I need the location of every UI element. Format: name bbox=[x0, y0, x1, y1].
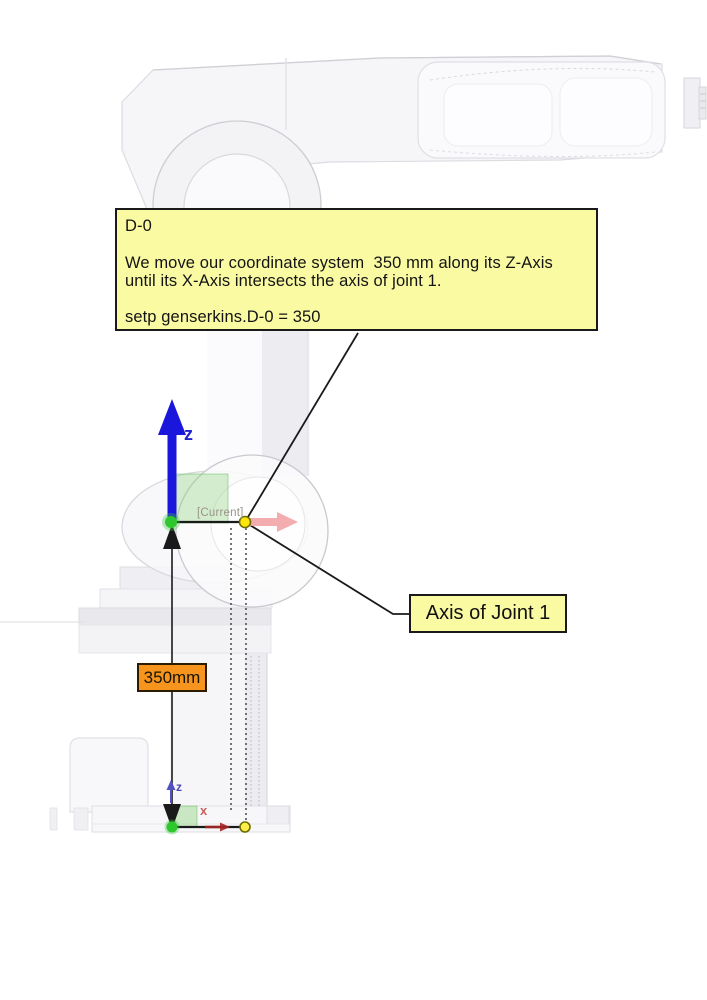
origin-marker-base bbox=[165, 820, 180, 835]
origin-marker-top bbox=[162, 513, 180, 531]
callout-body-line1: We move our coordinate system 350 mm along its Z-Axis bbox=[125, 254, 553, 272]
dimension-350mm-label: 350mm bbox=[137, 663, 207, 692]
joint-marker-base bbox=[240, 822, 250, 832]
callout-title: D-0 bbox=[125, 217, 152, 235]
tool-flange bbox=[684, 78, 706, 128]
x-axis-label-base: x bbox=[200, 803, 208, 818]
callout-command: setp genserkins.D-0 = 350 bbox=[125, 308, 321, 326]
z-axis-label-base: z bbox=[176, 780, 182, 794]
callout-box-d0 bbox=[115, 208, 598, 331]
current-frame-label: [Current] bbox=[197, 507, 244, 519]
z-axis-label-top: z bbox=[184, 424, 193, 444]
callout-body-line2: until its X-Axis intersects the axis of joint 1. bbox=[125, 272, 442, 290]
axis-of-joint-1-label: Axis of Joint 1 bbox=[409, 594, 567, 633]
